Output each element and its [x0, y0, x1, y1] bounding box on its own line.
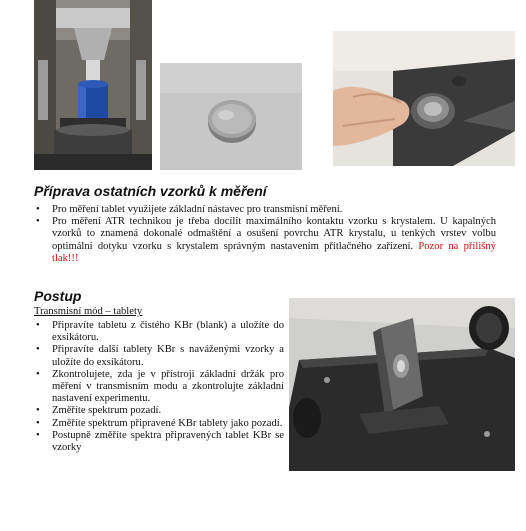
list-item: • Připravíte tabletu z čistého KBr (blank) a uložíte do exsikátoru. — [34, 320, 284, 344]
list-item: • Pro měření ATR technikou je třeba docílit maximálního kontaktu vzorku s krystalem. U kapalných vzorků to znamená dokonalé odmaštění a osušení povrchu ATR krystalu, u tenkých vrstev volbu optimální dotyku vzorku s krystalem správným nastavením přítlačného zařízení. Pozor na přílišný tlak!!! — [34, 216, 496, 265]
sample-holder-photo — [289, 298, 515, 471]
sample-prep-list — [34, 204, 496, 265]
pressure-warning: Pozor na přílišný tlak!!! — [52, 240, 496, 264]
list-item: • Pro měření tablet využijete základní nástavec pro transmisní měření. — [34, 204, 496, 216]
section-heading-sample-prep: Příprava ostatních vzorků k měření — [34, 183, 267, 199]
atr-hand-photo — [333, 31, 515, 166]
transmission-mode-subheading: Transmisní mód – tablety — [34, 306, 143, 317]
list-item: • Připravíte další tablety KBr s naváženými vzorky a uložíte do exsikátoru. — [34, 344, 284, 368]
list-item: • Změříte spektrum připravené KBr tablety jako pozadí. — [34, 418, 284, 430]
list-item: • Postupně změříte spektra připravených tablet KBr se vzorky — [34, 430, 284, 454]
press-photo — [34, 0, 152, 170]
tablet-photo — [160, 63, 302, 170]
procedure-list — [34, 320, 284, 454]
list-item: • Změříte spektrum pozadí. — [34, 405, 284, 417]
section-heading-procedure: Postup — [34, 288, 82, 304]
list-item: • Zkontrolujete, zda je v přístroji základní držák pro měření v transmisním modu a zkontrolujte základní nastavení experimentu. — [34, 369, 284, 406]
